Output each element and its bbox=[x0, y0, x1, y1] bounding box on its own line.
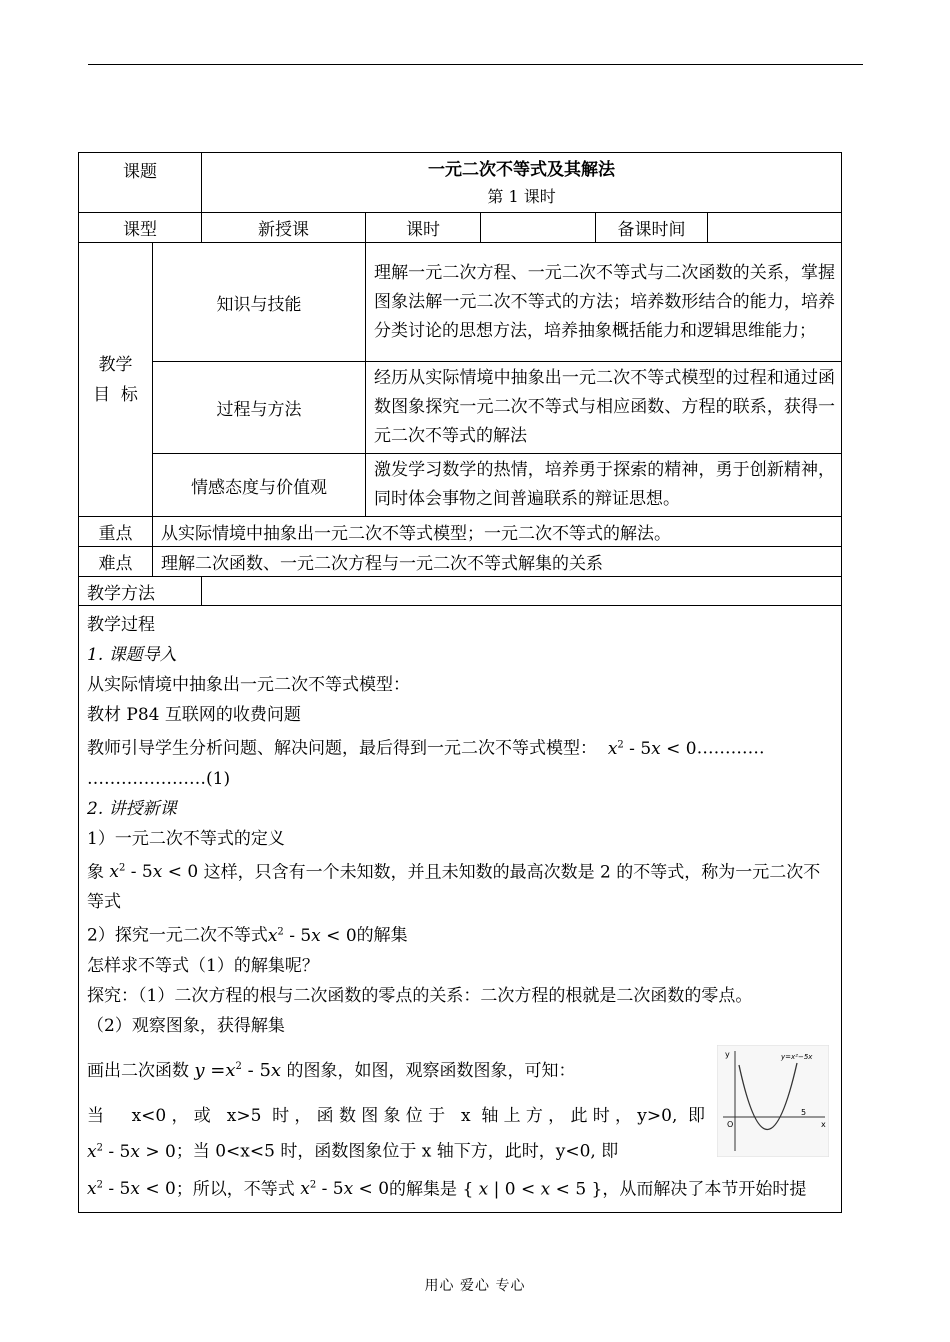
topic-label: 课题 bbox=[79, 153, 202, 213]
process-line: $x^2 - 5x > 0$；当 0<x<5 时，函数图象位于 x 轴下方，此时，y<0, 即 bbox=[87, 1141, 619, 1162]
prep-time-value bbox=[708, 213, 842, 243]
method-label: 教学方法 bbox=[79, 577, 202, 606]
subsection-definition: 1）一元二次不等式的定义 bbox=[87, 828, 285, 849]
key-point-text: 从实际情境中抽象出一元二次不等式模型；一元二次不等式的解法。 bbox=[153, 517, 842, 547]
process-heading: 教学过程 bbox=[87, 615, 155, 635]
type-label: 课型 bbox=[79, 213, 202, 243]
objective-text-process: 经历从实际情境中抽象出一元二次不等式模型的过程和通过函数图象探究一元二次不等式与相应函数、方程的联系，获得一元二次不等式的解法 bbox=[366, 362, 842, 454]
type-value: 新授课 bbox=[202, 213, 366, 243]
graph-x-label: x bbox=[821, 1119, 826, 1129]
function-formula: $y =x^2 - 5x$ bbox=[194, 1059, 282, 1081]
objective-name-process: 过程与方法 bbox=[153, 362, 366, 454]
process-line: 从实际情境中抽象出一元二次不等式模型： bbox=[87, 675, 410, 695]
inequality-formula: $x^2 - 5x < 0$ bbox=[300, 1179, 390, 1200]
inequality-formula: $x^2 - 5x < 0$ bbox=[607, 738, 697, 759]
topic-cell bbox=[202, 153, 842, 213]
process-line: …………………(1) bbox=[87, 768, 231, 789]
difficulty-label: 难点 bbox=[79, 547, 153, 577]
subsection-explore: 2）探究一元二次不等式$x^2 - 5x < 0$的解集 bbox=[87, 925, 408, 946]
lesson-subtitle: 第 1 课时 bbox=[487, 186, 556, 206]
key-point-label: 重点 bbox=[79, 517, 153, 547]
process-line: 教师引导学生分析问题、解决问题，最后得到一元二次不等式模型： $x^2 - 5x$ < 0………… bbox=[87, 738, 765, 759]
hours-label: 课时 bbox=[366, 213, 481, 243]
graph-tick-label: 5 bbox=[801, 1107, 807, 1117]
section-1-title: 1. 课题导入 bbox=[87, 645, 177, 665]
inequality-formula: $x^2 - 5x > 0$ bbox=[87, 1141, 176, 1162]
hours-value bbox=[481, 213, 596, 243]
objective-text-attitude: 激发学习数学的热情，培养勇于探索的精神，勇于创新精神，同时体会事物之间普遍联系的辩证思想。 bbox=[366, 454, 842, 517]
function-graph bbox=[717, 1045, 829, 1157]
process-line: 画出二次函数 $y =x^2 - 5x$ 的图象，如图，观察函数图象，可知： bbox=[87, 1059, 576, 1081]
process-line: $x^2 - 5x < 0$；所以，不等式 $x^2 - 5x < 0$的解集是 { x | 0 < x < 5 }，从而解决了本节开始时提 bbox=[87, 1179, 807, 1200]
page-footer: 用心 爱心 专心 bbox=[424, 1278, 526, 1294]
graph-background bbox=[717, 1045, 829, 1157]
inequality-formula: $x^2 - 5x < 0$ bbox=[267, 925, 357, 946]
method-value bbox=[202, 577, 842, 606]
difficulty-text: 理解二次函数、一元二次方程与一元二次不等式解集的关系 bbox=[153, 547, 842, 577]
prep-time-label: 备课时间 bbox=[596, 213, 708, 243]
lesson-plan-table bbox=[78, 152, 842, 1213]
objective-text-knowledge: 理解一元二次方程、一元二次不等式与二次函数的关系，掌握图象法解一元二次不等式的方法；培养数形结合的能力，培养分类讨论的思想方法，培养抽象概括能力和逻辑思维能力； bbox=[366, 243, 842, 362]
objectives-label: 教学 目 标 bbox=[79, 243, 153, 517]
process-line: 象 $x^2 - 5x < 0$ 这样，只含有一个未知数，并且未知数的最高次数是 2 的不等式，称为一元二次不等式 bbox=[87, 862, 821, 913]
process-line: 教材 P84 互联网的收费问题 bbox=[87, 705, 301, 725]
graph-y-label: y bbox=[725, 1049, 730, 1059]
objective-name-attitude: 情感态度与价值观 bbox=[153, 454, 366, 517]
inequality-formula: $x^2 - 5x < 0$ bbox=[87, 1179, 176, 1200]
process-line: 当 x<0，或 x>5 时，函数图象位于 x 轴上方，此时，y>0, 即 bbox=[87, 1105, 706, 1126]
graph-origin-label: O bbox=[727, 1119, 734, 1129]
solution-set: { x | 0 < x < 5 } bbox=[462, 1179, 603, 1200]
graph-curve-label: y=x²−5x bbox=[781, 1052, 813, 1061]
teaching-process bbox=[79, 606, 842, 1213]
header-rule bbox=[88, 64, 863, 65]
section-2-title: 2. 讲授新课 bbox=[87, 798, 177, 819]
process-line: （2）观察图象，获得解集 bbox=[87, 1015, 285, 1036]
inequality-formula: $x^2 - 5x < 0$ bbox=[109, 862, 199, 883]
process-line: 探究：（1）二次方程的根与二次函数的零点的关系：二次方程的根就是二次函数的零点。 bbox=[87, 985, 753, 1006]
process-line: 怎样求不等式（1）的解集呢？ bbox=[87, 955, 319, 976]
lesson-title: 一元二次不等式及其解法 bbox=[428, 159, 616, 180]
objective-name-knowledge: 知识与技能 bbox=[153, 243, 366, 362]
